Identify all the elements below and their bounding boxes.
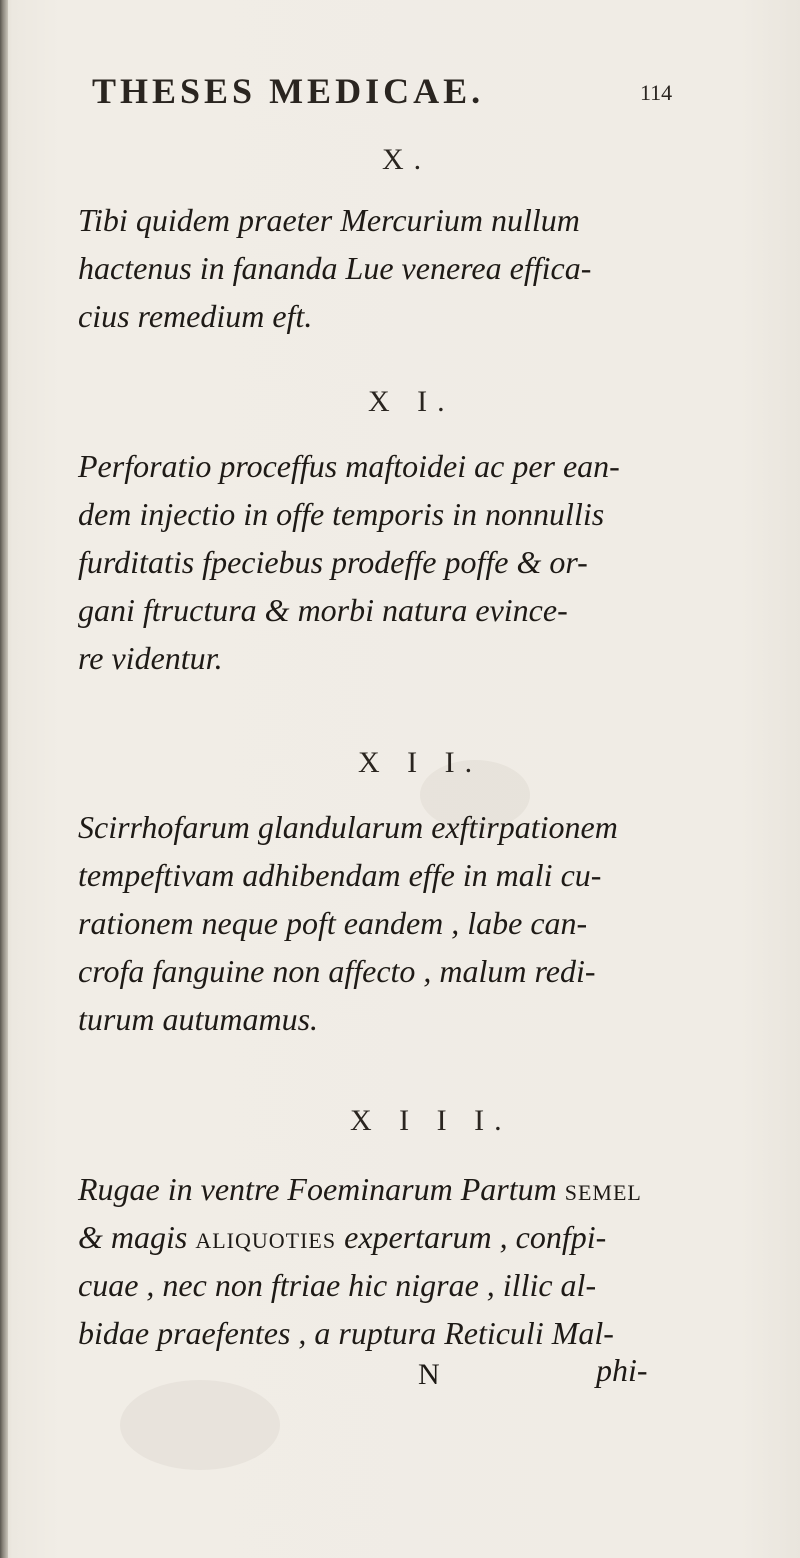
thesis-line: cius remedium eft. bbox=[78, 298, 313, 334]
catchword: phi- bbox=[596, 1352, 648, 1388]
running-head: THESES MEDICAE. bbox=[92, 71, 485, 111]
line-text: bidae praefentes , a ruptura Reticuli Mal- bbox=[78, 1315, 614, 1351]
thesis-body bbox=[78, 196, 768, 340]
thesis-line: re videntur. bbox=[78, 640, 223, 676]
line-text: cuae , nec non ftriae hic nigrae , illic al- bbox=[78, 1267, 597, 1303]
small-caps-word: semel bbox=[564, 1171, 642, 1207]
thesis-line bbox=[78, 1261, 768, 1309]
thesis-body bbox=[78, 803, 768, 1043]
thesis-line: crofa fanguine non affecto , malum redi- bbox=[78, 953, 596, 989]
thesis-body bbox=[78, 1165, 768, 1357]
thesis-line: dem injectio in offe temporis in nonnullis bbox=[78, 496, 605, 532]
line-text: expertarum , confpi- bbox=[336, 1219, 607, 1255]
thesis-line bbox=[78, 1165, 768, 1213]
line-text: Rugae in ventre Foeminarum Partum bbox=[78, 1171, 565, 1207]
thesis-line: hactenus in fananda Lue venerea effica- bbox=[78, 250, 592, 286]
thesis-line: Perforatio proceffus maftoidei ac per ean- bbox=[78, 448, 620, 484]
thesis-line: rationem neque poft eandem , labe can- bbox=[78, 905, 588, 941]
thesis-line bbox=[78, 1213, 768, 1261]
thesis-line: gani ftructura & morbi natura evince- bbox=[78, 592, 568, 628]
thesis-line bbox=[78, 1309, 768, 1357]
book-spine bbox=[0, 0, 8, 1558]
page-number: 114 bbox=[640, 80, 673, 105]
paper-stain bbox=[120, 1380, 280, 1470]
thesis-number: X I. bbox=[368, 385, 455, 418]
line-text: & magis bbox=[78, 1219, 196, 1255]
thesis-line: turum autumamus. bbox=[78, 1001, 319, 1037]
thesis-line: Tibi quidem praeter Mercurium nullum bbox=[78, 202, 580, 238]
signature-mark: N bbox=[418, 1358, 440, 1391]
thesis-number: X I I I. bbox=[350, 1104, 512, 1137]
thesis-line: tempeftivam adhibendam effe in mali cu- bbox=[78, 857, 602, 893]
thesis-body bbox=[78, 442, 768, 682]
thesis-number: X I I. bbox=[358, 746, 483, 779]
page-header bbox=[92, 70, 732, 120]
small-caps-word: aliquoties bbox=[195, 1219, 337, 1255]
thesis-line: Scirrhofarum glandularum exftirpationem bbox=[78, 809, 618, 845]
thesis-line: furditatis fpeciebus prodeffe poffe & or- bbox=[78, 544, 588, 580]
thesis-number: X. bbox=[382, 143, 432, 176]
